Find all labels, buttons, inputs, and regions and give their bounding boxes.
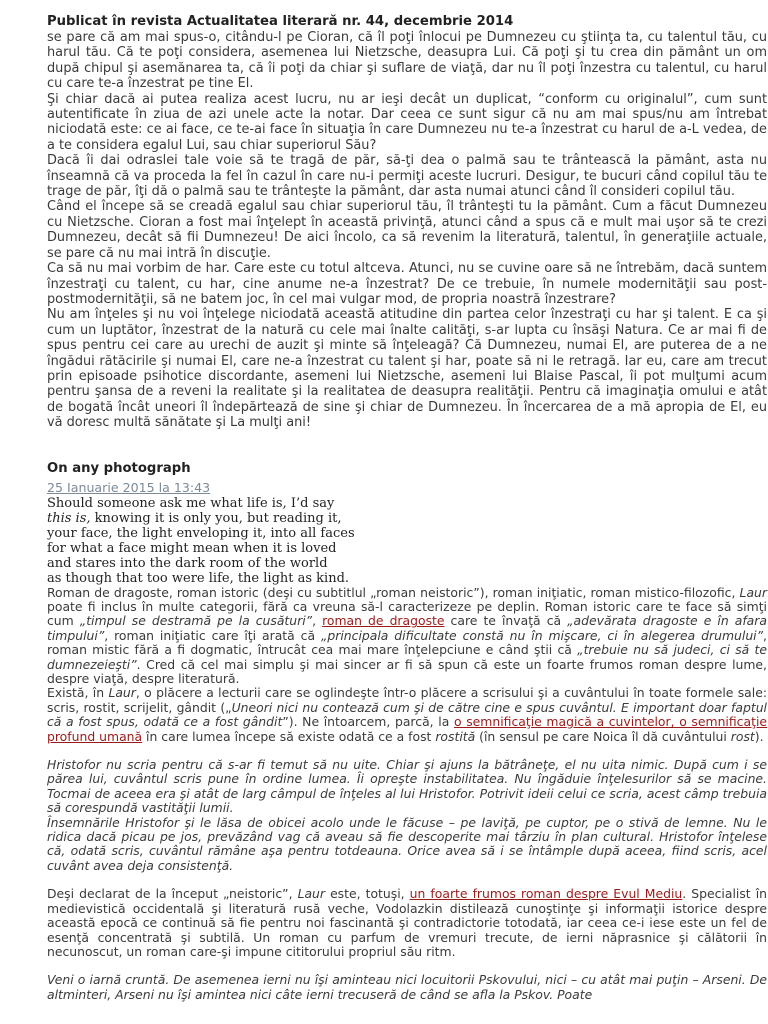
- paragraph: Dacă îi dai odraslei tale voie să te tragă de păr, să-ţi dea o palmă sau te trântească la pământ, asta nu înseamnă că va proceda la fel în cazul în care nu-i permiţi aceste lucruri. Desigur, te bucuri când copilul tău te trage de păr, îţi dă o palmă sau te trânteşte la pământ, dar asta numai atunci când îl consideri copilul tău.: [47, 153, 767, 200]
- poem-line: as though that too were life, the light as kind.: [47, 570, 350, 586]
- link-semnificatie-magica[interactable]: o semnificaţie magică a cuvintelor, o semnificaţie profund umană: [47, 714, 768, 744]
- paragraph: Nu am înţeles şi nu voi înţelege niciodată această atitudine din partea celor înzestraţi cu har şi talent. E ca şi cum un luptător, înzestrat de la natură cu cele mai înalte calităţi, s-ar lupta cu însăşi Natura. Ce ar mai fi de spus pentru cei care au urechi de auzit şi minte să înţeleagă? Că Dumnezeu, numai El, are puterea de a ne îngădui rătăcirile şi numai El, care ne-a înzestrat cu talent şi har, poate să ni le retragă. Iar eu, care am trecut prin episoade psihotice discordante, asemeni lui Nietzsche, asemeni lui Blaise Pascal, îi pot mulţumi acum pentru şansa de a reveni la realitate şi la realitatea de deasupra realităţii. Pentru că imaginaţia omului e atât de bogată încât uneori îl îndepărtează de sine şi chiar de Dumnezeu. În încercarea de a mă apropia de El, eu vă doresc multă sănătate şi La mulţi ani!: [47, 307, 767, 431]
- poem: [47, 496, 767, 586]
- paragraph: Şi chiar dacă ai putea realiza acest lucru, nu ar ieşi decât un duplicat, “conform cu originalul”, cum sunt autentificate în ziua de azi unele acte la notar. Dar ceea ce sunt sigur că nu am mai spus/nu am întrebat niciodată este: ce ai face, ce te-ai face în situaţia în care Dumnezeu nu te-a înzestrat cu harul de a-L vedea, de a te considera egalul Lui, sau chiar superiorul Său?: [47, 91, 767, 153]
- poem-line: for what a face might mean when it is loved: [47, 540, 337, 556]
- quote-paragraph: Veni o iarnă cruntă. De asemenea ierni nu îşi aminteau nici locuitorii Pskovului, nici – cu atât mai puţin – Arseni. De altminteri, Arseni nu îşi amintea nici câte ierni trecuseră de când se afla la Pskov. Poate: [47, 972, 767, 1002]
- post-title: On any photograph: [47, 460, 191, 476]
- paragraph: Ca să nu mai vorbim de har. Care este cu totul altceva. Atunci, nu se cuvine oare să ne întrebăm, dacă suntem înzestraţi cu talent, cu har, cine anume ne-a înzestrat? De ce trebuie, în numele modernităţii sau post-postmodernităţii, să ne batem joc, în cel mai vulgar mod, de propria noastră înzestrare?: [47, 261, 767, 307]
- quote-paragraph: Însemnările Hristofor şi le lăsa de obicei acolo unde le făcuse – pe laviţă, pe cuptor, pe o stivă de lemne. Nu le ridica dacă picau pe jos, prevăzând vag că aveau să fie descoperite mai târziu în plan cultural. Hristofor înţelese că, odată scris, cuvântul rămâne aşa pentru totdeauna. Orice avea să i se întâmple după aceea, fiind scris, acel cuvânt avea deja consistenţă.: [47, 814, 767, 873]
- poem-line: and stares into the dark room of the world: [47, 555, 328, 571]
- quote-paragraph: Hristofor nu scria pentru că s-ar fi temut să nu uite. Chiar şi ajuns la bătrâneţe, el nu uita nimic. După cum i se părea lui, cuvântul scris pune în ordine lumea. Îi opreşte instabilitatea. Nu îngăduie înţelesurilor să se macine. Tocmai de aceea era şi atât de larg câmpul de înţeles al lui Hristofor. Potrivit ideii celui ce scria, acest câmp trebuia să corespundă vastităţii lumii.: [47, 757, 767, 816]
- paragraph: Deşi declarat de la început „neistoric”, Laur este, totuşi, un foarte frumos roman despre Evul Mediu. Specialist în medievistică occidentală şi literatură rusă veche, Vodolazkin distilează cunoştinţe şi informaţii istorice despre această epocă ce continuă să fie pentru noi fascinantă şi contradictorie totodată, iar ceea ce-i iese este un fel de esenţă concentrată şi subtilă. Un roman cu parfum de vremuri trecute, de ierni năprasnice şi călătorii în necunoscut, un roman care-şi impune cititorului propriul său ritm.: [47, 886, 768, 959]
- poem-line: this is, knowing it is only you, but reading it,: [47, 510, 342, 526]
- paragraph: se pare că am mai spus-o, citându-l pe Cioran, că îl poţi înlocui pe Dumnezeu cu ştiinţa ta, cu talentul tău, cu harul tău. Că te poţi considera, asemenea lui Nietzsche, deasupra Lui. Că poţi şi tu crea din pământ un om după chipul şi asemănarea ta, că îi poţi da chiar şi suflare de viaţă, dar nu îl poţi înzestra cu talentul, cu harul cu care te-a înzestrat pe tine El.: [47, 30, 767, 92]
- link-roman-de-dragoste[interactable]: roman de dragoste: [322, 613, 445, 629]
- publication-heading: Publicat în revista Actualitatea literară nr. 44, decembrie 2014: [47, 14, 514, 29]
- post-date-link[interactable]: 25 Ianuarie 2015 la 13:43: [47, 479, 211, 495]
- paragraph: Există, în Laur, o plăcere a lecturii care se oglindeşte într-o plăcere a scrisului şi a cuvântului în toate formele sale: scris, rostit, scrijelit, gândit („Uneori nici nu contează cum şi de către cine e spus cuvântul. E important doar faptul că a fost spus, odată ce a fost gândit”). Ne întoarcem, parcă, la o semnificaţie magică a cuvintelor, o semnificaţie profund umană în care lumea începe să existe odată ce a fost rostită (în sensul pe care Noica îl dă cuvântului rost).: [47, 685, 768, 744]
- poem-line: Should someone ask me what life is, I’d say: [47, 495, 335, 511]
- paragraph: Când el începe să se creadă egalul sau chiar superiorul tău, îl trânteşti tu la pământ. Cum a făcut Dumnezeu cu Nietzsche. Cioran a fost mai înţelept în această privinţă, atunci când a spus că e mult mai uşor să te crezi Dumnezeu, decât să fii Dumnezeu! De aici încolo, ca să revenim la literatură, talentul, în generaţiile actuale, se pare că nu mai intră în discuţie.: [47, 199, 767, 261]
- link-roman-evul-mediu[interactable]: un foarte frumos roman despre Evul Mediu: [409, 886, 683, 902]
- poem-line: your face, the light enveloping it, into all faces: [47, 525, 355, 541]
- paragraph: Roman de dragoste, roman istoric (deşi cu subtitlul „roman neistoric”), roman iniţiatic, roman mistico-filozofic, Laur poate fi inclus în multe categorii, fără ca vreuna să-l caracterizeze pe deplin. Roman istoric care te face să simţi cum „timpul se destramă pe la cusături”, roman de dragoste care te învaţă că „adevărata dragoste e în afara timpului”, roman iniţiatic care îţi arată că „principala dificultate constă nu în mişcare, ci în alegerea drumului”, roman mistic fără a fi dogmatic, întrucât cea mai mare înţelepciune e când ştii că „trebuie nu să judeci, ci să te dumnezeieşti”. Cred că cel mai simplu şi mai sincer ar fi să spun că este un foarte frumos roman despre lume, despre viaţă, despre literatură.: [47, 584, 767, 686]
- article-page: [47, 0, 767, 1002]
